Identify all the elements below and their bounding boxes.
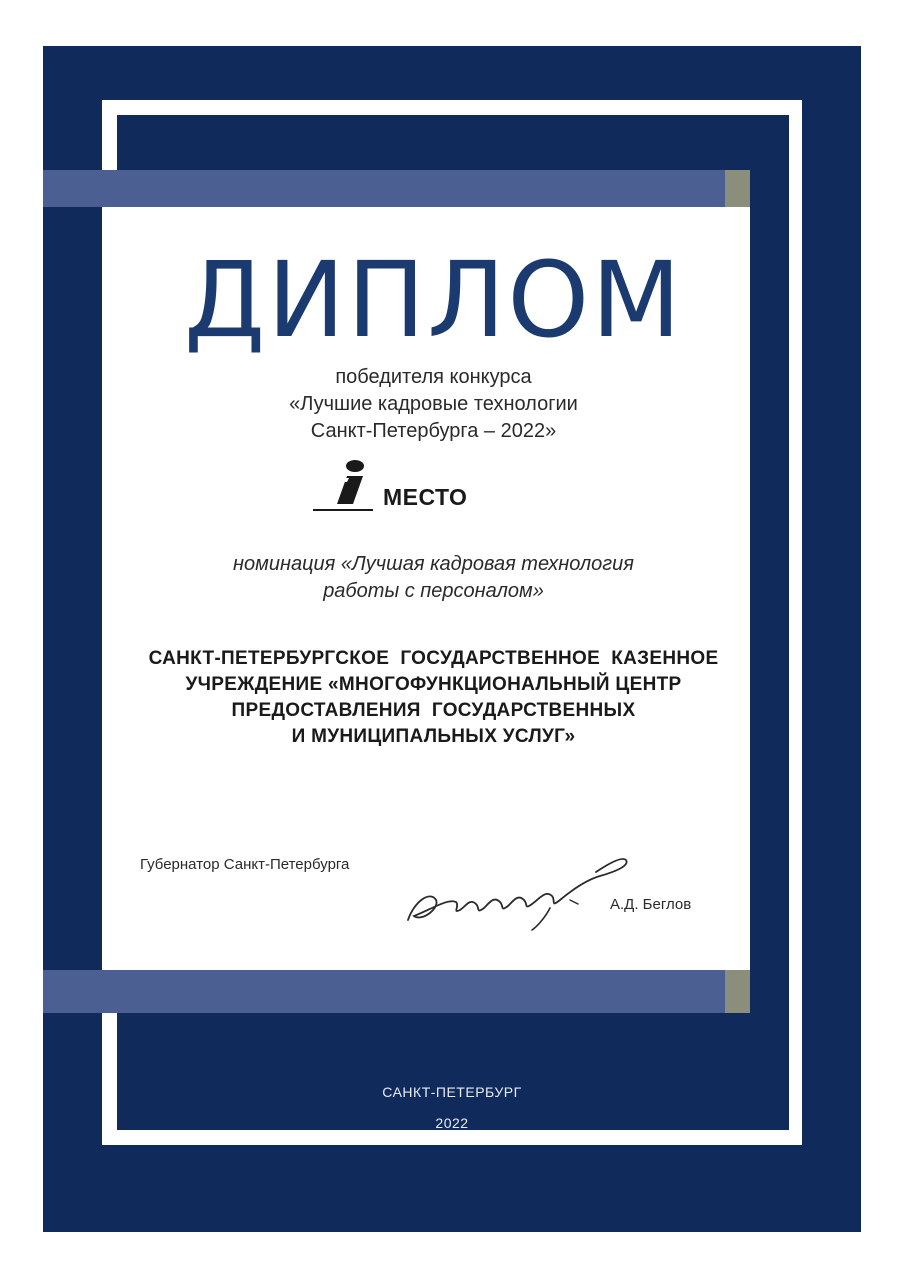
year-label: 2022 bbox=[435, 1115, 469, 1131]
signer-title: Губернатор Санкт-Петербурга bbox=[140, 856, 350, 873]
contest-subtitle bbox=[117, 364, 750, 445]
nomination-line: номинация «Лучшая кадровая технология bbox=[233, 553, 634, 575]
nomination-line: работы с персоналом» bbox=[323, 580, 544, 602]
nomination-text bbox=[117, 551, 750, 605]
organization-line: САНКТ-ПЕТЕРБУРГСКОЕ ГОСУДАРСТВЕННОЕ КАЗЕННОЕ bbox=[148, 648, 719, 669]
subtitle-line: победителя конкурса bbox=[335, 366, 532, 388]
place-award bbox=[313, 458, 513, 518]
place-number-glyph bbox=[325, 458, 375, 510]
bottom-blue-band bbox=[43, 970, 750, 1013]
bottom-accent-block bbox=[725, 970, 750, 1013]
subtitle-line: Санкт-Петербурга – 2022» bbox=[310, 420, 557, 442]
organization-name bbox=[117, 646, 750, 750]
place-underline bbox=[313, 509, 373, 511]
signer-name: А.Д. Беглов bbox=[610, 896, 692, 913]
organization-line: ПРЕДОСТАВЛЕНИЯ ГОСУДАРСТВЕННЫХ bbox=[231, 700, 636, 721]
place-label: МЕСТО bbox=[383, 484, 468, 510]
signature-image bbox=[400, 850, 640, 935]
top-blue-band bbox=[43, 170, 750, 207]
city-label: САНКТ-ПЕТЕРБУРГ bbox=[382, 1084, 522, 1100]
diploma-title: ДИПЛОМ bbox=[183, 239, 684, 361]
subtitle-line: «Лучшие кадровые технологии bbox=[289, 393, 578, 415]
organization-line: УЧРЕЖДЕНИЕ «МНОГОФУНКЦИОНАЛЬНЫЙ ЦЕНТР bbox=[185, 674, 682, 695]
top-accent-block bbox=[725, 170, 750, 207]
organization-line: И МУНИЦИПАЛЬНЫХ УСЛУГ» bbox=[291, 726, 576, 747]
